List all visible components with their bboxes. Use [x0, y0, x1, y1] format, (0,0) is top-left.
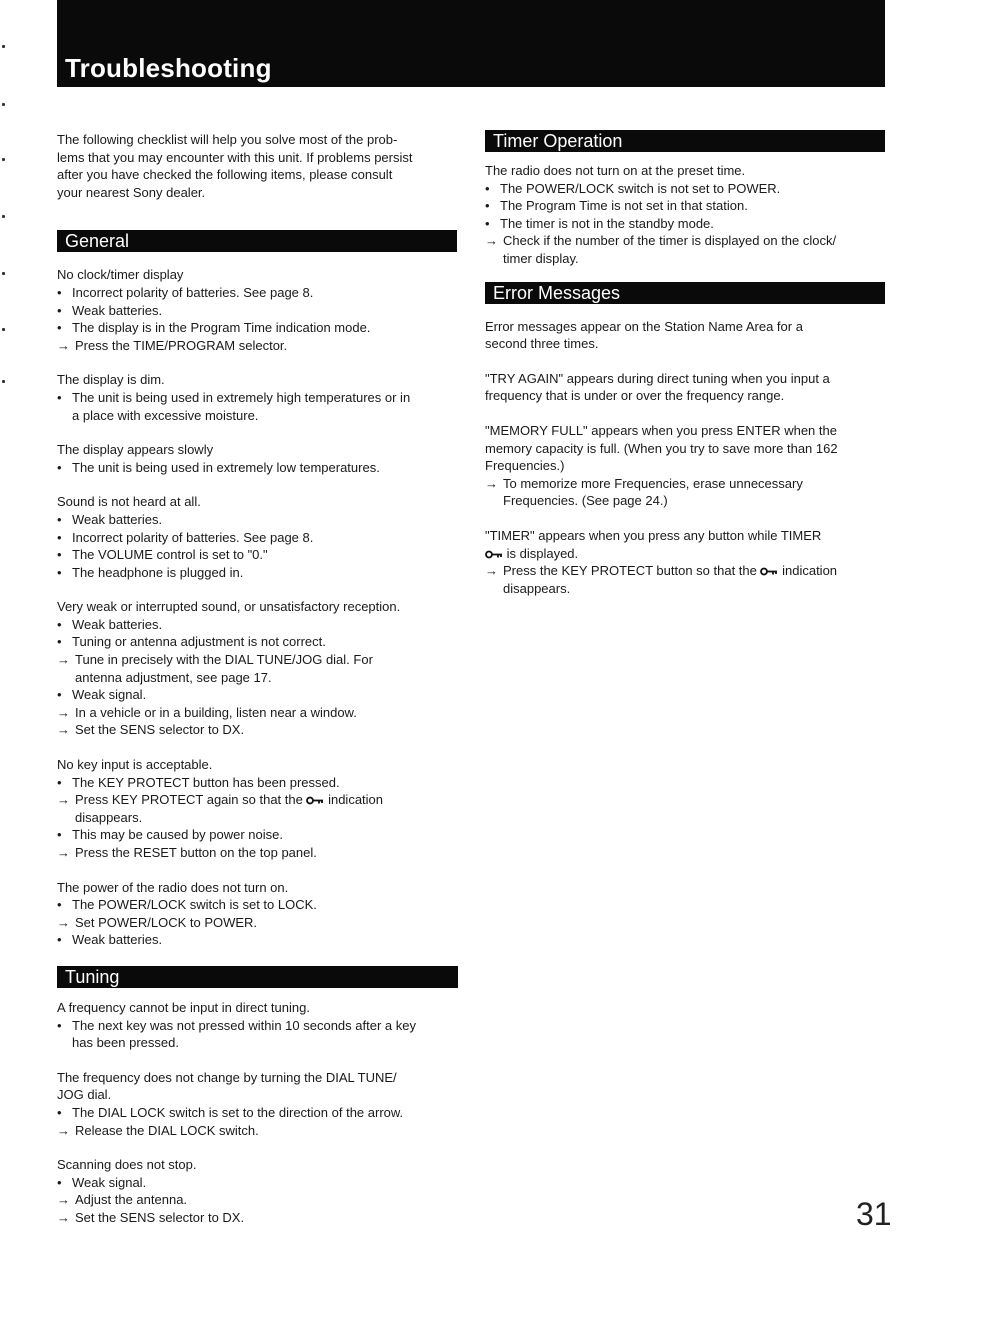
bullet-item	[57, 931, 457, 949]
item-text: Tune in precisely with the DIAL TUNE/JOG dial. For	[75, 652, 373, 668]
bullet-item	[57, 302, 457, 320]
arrow-item	[57, 1191, 457, 1209]
item-text: The unit is being used in extremely low temperatures.	[72, 459, 380, 475]
item-text: The headphone is plugged in.	[72, 564, 244, 580]
item-text: Weak signal.	[72, 687, 147, 703]
item-text: Press KEY PROTECT again so that the	[75, 792, 307, 808]
text-line: frequency that is under or over the frequency range.	[485, 388, 785, 404]
key-icon	[306, 796, 324, 805]
text-line: second three times.	[485, 336, 599, 352]
title-bar	[57, 0, 885, 87]
tuning-section	[57, 999, 457, 1227]
bullet-item	[485, 197, 885, 215]
trouble-group	[57, 879, 457, 949]
item-continuation: antenna adjustment, see page 17.	[75, 669, 272, 685]
text-line	[485, 545, 885, 563]
arrow-icon: →	[57, 722, 70, 738]
item-continuation: a place with excessive moisture.	[72, 407, 259, 423]
arrow-icon: →	[57, 337, 70, 353]
bullet-item	[57, 529, 457, 547]
item-text: Incorrect polarity of batteries. See page 8.	[72, 529, 314, 545]
text-line: memory capacity is full. (When you try to save more than 162	[485, 440, 838, 456]
problem-title: Scanning does not stop.	[57, 1157, 197, 1173]
timer-message	[485, 527, 885, 597]
item-text: Weak signal.	[72, 1174, 147, 1190]
bullet-icon: •	[485, 180, 490, 196]
arrow-item	[57, 844, 457, 862]
item-continuation: disappears.	[75, 809, 143, 825]
item-text: Set the SENS selector to DX.	[75, 1209, 245, 1225]
item-text: Set POWER/LOCK to POWER.	[75, 914, 258, 930]
problem-title: JOG dial.	[57, 1087, 112, 1103]
page-title: Troubleshooting	[65, 53, 272, 83]
item-text: Press the RESET button on the top panel.	[75, 845, 317, 860]
trouble-group	[57, 756, 457, 862]
problem-title: Sound is not heard at all.	[57, 494, 201, 510]
text-line: "TIMER" appears when you press any button while TIMER	[485, 527, 822, 543]
item-continuation: has been pressed.	[72, 1035, 179, 1051]
trouble-group	[57, 371, 457, 424]
bullet-icon: •	[57, 302, 62, 318]
item-text: Set the SENS selector to DX.	[75, 722, 245, 738]
arrow-icon: →	[57, 1122, 70, 1138]
left-column	[57, 131, 457, 1244]
item-text: Weak batteries.	[72, 616, 163, 632]
bullet-icon: •	[57, 389, 62, 405]
item-text: In a vehicle or in a building, listen near a window.	[75, 704, 357, 720]
bullet-item	[57, 1174, 457, 1192]
item-text: Weak batteries.	[72, 511, 163, 527]
problem-title: No key input is acceptable.	[57, 757, 213, 773]
arrow-item	[57, 337, 457, 355]
problem-title: The frequency does not change by turning the DIAL TUNE/	[57, 1069, 397, 1085]
bullet-icon: •	[485, 215, 490, 231]
intro-line: after you have checked the following items, please consult	[57, 167, 393, 183]
problem-title: Very weak or interrupted sound, or unsatisfactory reception.	[57, 599, 401, 615]
bullet-item	[57, 389, 457, 407]
item-text: This may be caused by power noise.	[72, 827, 283, 843]
arrow-icon: →	[57, 1209, 70, 1225]
item-text: The POWER/LOCK switch is not set to POWER.	[500, 180, 781, 196]
try-again-message	[485, 370, 885, 405]
item-text: Incorrect polarity of batteries. See page 8.	[72, 284, 314, 300]
intro-line: The following checklist will help you solve most of the prob-	[57, 132, 398, 147]
bullet-item	[57, 319, 457, 337]
item-text: Weak batteries.	[72, 932, 163, 948]
item-text: Release the DIAL LOCK switch.	[75, 1122, 259, 1138]
key-icon	[485, 550, 503, 559]
bullet-icon: •	[57, 1017, 62, 1033]
memory-full-message	[485, 422, 885, 510]
problem-title: A frequency cannot be input in direct tuning.	[57, 999, 310, 1015]
margin-mark	[2, 45, 5, 48]
bullet-icon: •	[57, 897, 62, 913]
trouble-group	[57, 999, 457, 1052]
item-text: Adjust the antenna.	[75, 1192, 188, 1208]
bullet-item	[57, 511, 457, 529]
item-text: The timer is not in the standby mode.	[500, 215, 714, 231]
margin-mark	[2, 103, 5, 106]
arrow-item	[57, 791, 457, 809]
bullet-icon: •	[57, 634, 62, 650]
item-text: The display is in the Program Time indication mode.	[72, 320, 371, 336]
arrow-icon: →	[57, 1192, 70, 1208]
item-continuation: disappears.	[503, 580, 571, 596]
error-messages-section	[485, 318, 885, 598]
item-text: The DIAL LOCK switch is set to the direction of the arrow.	[72, 1104, 404, 1120]
bullet-icon: •	[57, 932, 62, 948]
arrow-item	[57, 914, 457, 932]
bullet-icon: •	[57, 1104, 62, 1120]
bullet-item	[57, 826, 457, 844]
trouble-group	[57, 441, 457, 476]
arrow-item	[57, 1122, 457, 1140]
item-continuation: timer display.	[503, 250, 579, 266]
arrow-icon: →	[485, 233, 498, 249]
margin-mark	[2, 272, 5, 275]
trouble-group	[57, 493, 457, 581]
bullet-icon: •	[57, 616, 62, 632]
bullet-item	[57, 546, 457, 564]
bullet-icon: •	[57, 1174, 62, 1190]
intro-paragraph	[57, 131, 457, 201]
bullet-item	[485, 215, 885, 233]
bullet-icon: •	[57, 687, 62, 703]
bullet-icon: •	[57, 774, 62, 790]
arrow-item	[57, 721, 457, 739]
item-text: To memorize more Frequencies, erase unnecessary	[503, 475, 803, 491]
text-line: "TRY AGAIN" appears during direct tuning when you input a	[485, 370, 830, 386]
arrow-icon: →	[485, 563, 498, 579]
bullet-icon: •	[485, 198, 490, 214]
item-text: The KEY PROTECT button has been pressed.	[72, 774, 340, 790]
item-text: The POWER/LOCK switch is set to LOCK.	[72, 897, 317, 913]
item-text: Tuning or antenna adjustment is not correct.	[72, 634, 326, 650]
text-line: Frequencies.)	[485, 458, 565, 474]
bullet-icon: •	[57, 529, 62, 545]
right-column	[485, 130, 885, 614]
trouble-group	[57, 1156, 457, 1226]
trouble-group	[57, 598, 457, 739]
arrow-item	[57, 704, 457, 722]
arrow-item	[485, 232, 885, 250]
margin-mark	[2, 158, 5, 161]
general-section	[57, 266, 457, 949]
bullet-item	[57, 774, 457, 792]
problem-title: The radio does not turn on at the preset time.	[485, 163, 746, 178]
section-heading-tuning: Tuning	[57, 966, 458, 988]
arrow-item	[485, 562, 885, 580]
trouble-group	[57, 266, 457, 354]
item-text: Press the TIME/PROGRAM selector.	[75, 337, 288, 353]
item-text: The next key was not pressed within 10 seconds after a key	[72, 1017, 416, 1033]
margin-mark	[2, 328, 5, 331]
item-text: The unit is being used in extremely high temperatures or in	[72, 389, 411, 405]
arrow-item	[57, 651, 457, 669]
bullet-item	[57, 616, 457, 634]
bullet-item	[57, 1104, 457, 1122]
problem-title: The power of the radio does not turn on.	[57, 879, 289, 895]
text-line: "MEMORY FULL" appears when you press ENTER when the	[485, 422, 837, 438]
item-text: indication	[324, 792, 384, 808]
section-heading-timer-operation: Timer Operation	[485, 130, 885, 152]
bullet-item	[57, 686, 457, 704]
item-text: indication	[778, 563, 838, 579]
section-heading-error-messages: Error Messages	[485, 282, 885, 304]
arrow-icon: →	[57, 792, 70, 808]
item-text: The VOLUME control is set to "0."	[72, 547, 268, 563]
item-text: Weak batteries.	[72, 302, 163, 318]
intro-line: lems that you may encounter with this unit. If problems persist	[57, 149, 413, 165]
bullet-icon: •	[57, 564, 62, 580]
item-text: The Program Time is not set in that station.	[500, 198, 748, 214]
bullet-item	[57, 896, 457, 914]
bullet-item	[57, 459, 457, 477]
arrow-icon: →	[57, 652, 70, 668]
item-text: Check if the number of the timer is displayed on the clock/	[503, 233, 837, 249]
key-icon	[760, 567, 778, 576]
problem-title: No clock/timer display	[57, 267, 184, 283]
item-continuation: Frequencies. (See page 24.)	[503, 493, 668, 509]
trouble-group	[57, 1069, 457, 1139]
arrow-icon: →	[57, 845, 70, 860]
margin-mark	[2, 380, 5, 383]
item-text: Press the KEY PROTECT button so that the	[503, 563, 761, 579]
intro-line: your nearest Sony dealer.	[57, 184, 206, 200]
bullet-item	[57, 284, 457, 302]
timer-section	[485, 162, 885, 268]
bullet-icon: •	[57, 511, 62, 527]
bullet-item	[57, 633, 457, 651]
arrow-item	[485, 475, 885, 493]
bullet-item	[57, 1017, 457, 1035]
item-text: is displayed.	[503, 545, 579, 561]
bullet-icon: •	[57, 827, 62, 843]
bullet-item	[485, 180, 885, 198]
text-line: Error messages appear on the Station Name Area for a	[485, 318, 803, 334]
bullet-item	[57, 564, 457, 582]
bullet-icon: •	[57, 459, 62, 475]
problem-title: The display appears slowly	[57, 442, 214, 458]
section-heading-general: General	[57, 230, 457, 252]
page-number: 31	[856, 1196, 892, 1232]
problem-title: The display is dim.	[57, 372, 165, 388]
arrow-icon: →	[57, 704, 70, 720]
arrow-icon: →	[57, 914, 70, 930]
bullet-icon: •	[57, 320, 62, 336]
arrow-icon: →	[485, 475, 498, 491]
margin-mark	[2, 215, 5, 218]
bullet-icon: •	[57, 547, 62, 563]
arrow-item	[57, 1209, 457, 1227]
bullet-icon: •	[57, 284, 62, 300]
error-intro	[485, 318, 885, 353]
